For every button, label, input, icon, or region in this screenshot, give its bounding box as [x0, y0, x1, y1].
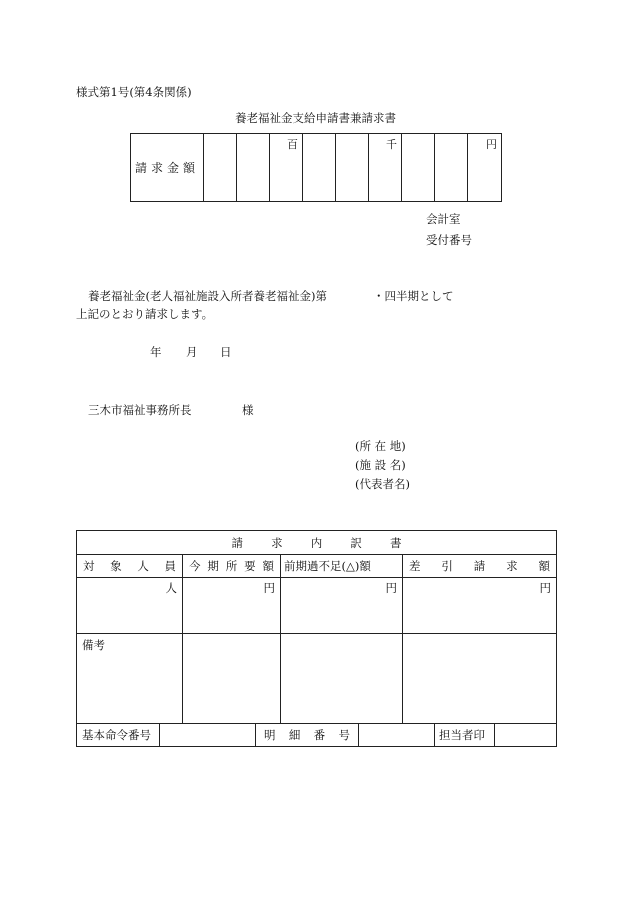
header-current-required: 今 期 所 要 額 [189, 559, 274, 573]
applicant-representative-label: (代表者名) [355, 477, 410, 491]
target-count-cell[interactable]: 人 [77, 578, 183, 634]
breakdown-title: 請 求 内 訳 書 [231, 535, 402, 550]
accounting-office-label: 会計室 [426, 212, 461, 226]
amount-table [130, 133, 502, 202]
date-year: 年 [150, 345, 162, 359]
breakdown-table [76, 530, 557, 747]
statement-line1-b: ・四半期として [373, 289, 454, 303]
amount-digit-cell[interactable] [402, 134, 435, 202]
net-claim-cell[interactable]: 円 [403, 578, 557, 634]
header-previous-difference: 前期過不足(△)額 [284, 559, 371, 573]
statement-line1-a: 養老福祉金(老人福祉施設入所者養老福祉金)第 [88, 289, 327, 303]
amount-digit-cell[interactable]: 円 [468, 134, 502, 202]
current-required-cell[interactable]: 円 [183, 578, 281, 634]
applicant-address-label: (所 在 地) [355, 439, 406, 453]
addressee-honorific: 様 [242, 403, 254, 417]
receipt-number-label: 受付番号 [426, 233, 472, 247]
amount-label: 請求金額 [131, 134, 204, 202]
document-title: 養老福祉金支給申請書兼請求書 [235, 111, 396, 125]
date-day: 日 [220, 345, 232, 359]
person-in-charge-seal-field[interactable] [495, 724, 557, 747]
basic-order-label: 基本命令番号 [77, 724, 160, 747]
detail-number-field[interactable] [359, 724, 435, 747]
header-net-claim: 差 引 請 求 額 [409, 559, 550, 573]
statement-line2: 上記のとおり請求します。 [76, 307, 214, 321]
previous-difference-cell[interactable]: 円 [281, 578, 403, 634]
header-target-count: 対 象 人 員 [83, 559, 176, 573]
amount-digit-cell[interactable]: 千 [369, 134, 402, 202]
remarks-label: 備考 [82, 638, 105, 652]
basic-order-field[interactable] [160, 724, 256, 747]
detail-number-label: 明 細 番 号 [264, 728, 350, 742]
date-month: 月 [186, 345, 198, 359]
applicant-facility-label: (施 設 名) [355, 458, 406, 472]
amount-digit-cell[interactable] [237, 134, 270, 202]
remarks-cell[interactable] [281, 634, 403, 724]
amount-digit-cell[interactable] [435, 134, 468, 202]
amount-digit-cell[interactable] [303, 134, 336, 202]
amount-digit-cell[interactable] [336, 134, 369, 202]
addressee-office: 三木市福祉事務所長 [88, 403, 192, 417]
amount-digit-cell[interactable]: 百 [270, 134, 303, 202]
amount-digit-cell[interactable] [204, 134, 237, 202]
remarks-cell[interactable] [183, 634, 281, 724]
form-number: 様式第1号(第4条関係) [76, 85, 192, 99]
remarks-cell[interactable] [403, 634, 557, 724]
person-in-charge-label: 担当者印 [435, 724, 495, 747]
